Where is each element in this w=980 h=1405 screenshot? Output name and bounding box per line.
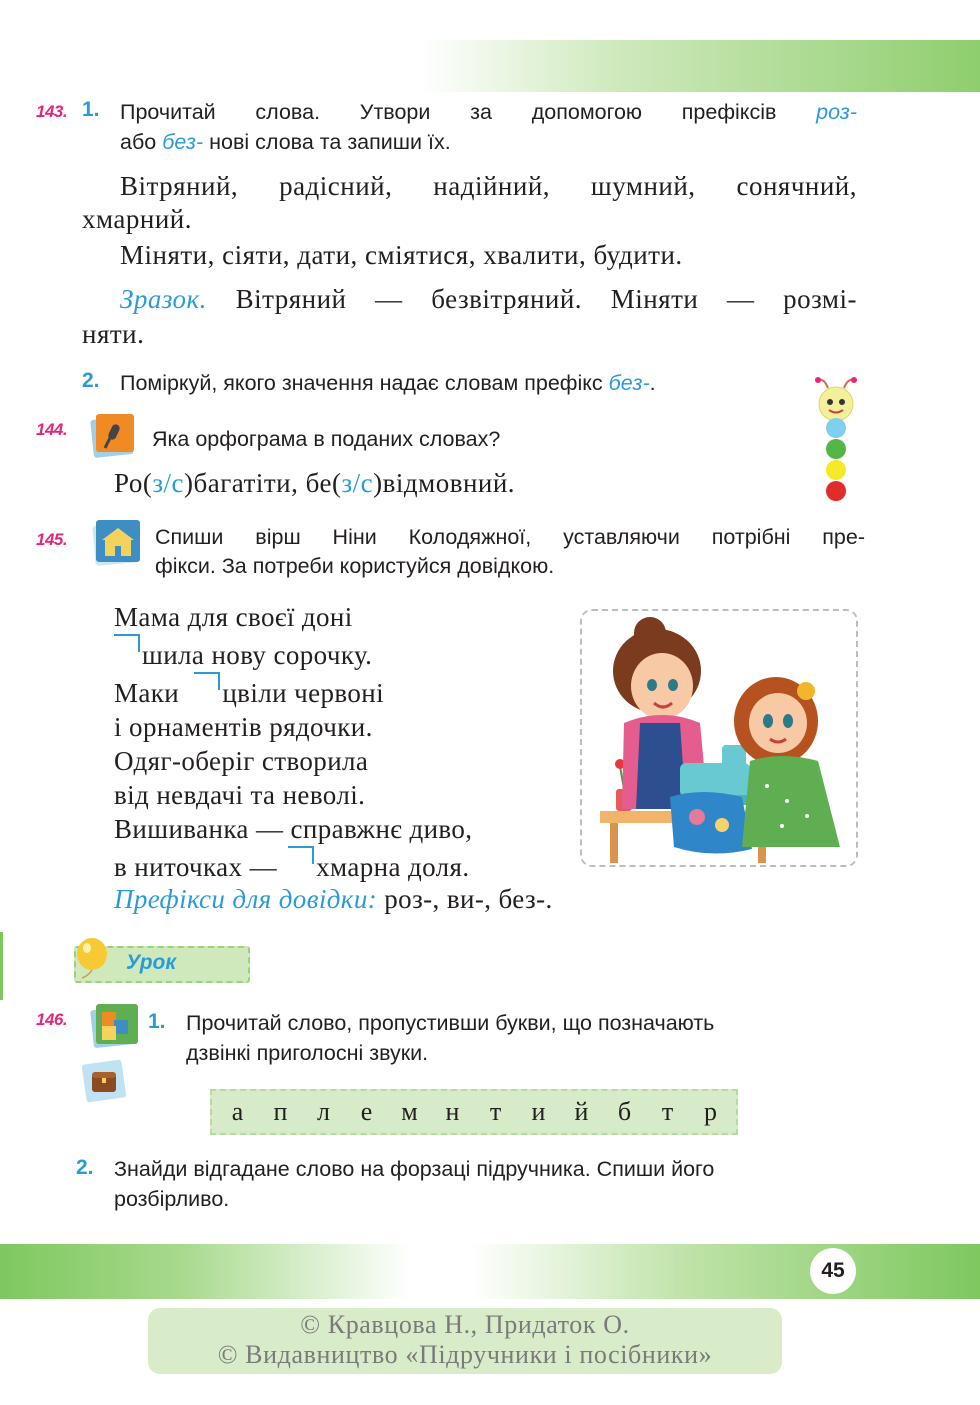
prefix-bez: без- (162, 130, 204, 154)
house-icon (88, 516, 144, 568)
exercise-143-task2-text: Поміркуй, якого значення надає словам префікс без-. (120, 371, 656, 395)
letter-cell: р (704, 1097, 717, 1126)
letter-cell: б (617, 1097, 632, 1126)
sample-line1: Зразок. Вітряний — безвітряний. Міняти — розмі- (120, 284, 857, 314)
letter-cell: н (445, 1097, 460, 1126)
microphone-icon (88, 410, 140, 460)
poem-line-8: в ниточках — хмарна доля. (114, 846, 472, 884)
copyright-authors: © Кравцова Н., Придаток О. (300, 1310, 630, 1339)
word-list-1-line1: Вітряний, радісний, надійний, шумний, сонячний, (120, 171, 857, 201)
exercise-146-task1-line2: дзвінкі приголосні звуки. (186, 1041, 429, 1065)
page-number: 45 (821, 1259, 845, 1282)
poem-line-5: Одяг-оберіг створила (114, 746, 369, 776)
exercise-146-task1-number: 1. (148, 1010, 166, 1033)
exercise-143-task1-line1: Прочитай слова. Утвори за допомогою префіксів роз- (120, 100, 857, 124)
poem-line-6: від невдачі та неволі. (114, 780, 366, 810)
poem-line-4: і орнаментів рядочки. (114, 712, 373, 742)
sample-line2: няти. (82, 319, 145, 349)
exercise-146-task2-line1: Знайди відгадане слово на форзаці підручника. Спиши його (114, 1157, 715, 1181)
word-list-1-line2: хмарний. (82, 204, 192, 234)
poem-line-1: Мама для своєї доні (114, 602, 353, 632)
exercise-144-words: Ро(з/с)багатіти, бе(з/с)відмовний. (114, 468, 516, 498)
alphabet-blocks-icon (88, 1000, 142, 1050)
exercise-146-task1-line1: Прочитай слово, пропустивши букви, що позначають (186, 1011, 715, 1035)
word-list-2: Міняти, сіяти, дати, сміятися, хвалити, будити. (120, 240, 683, 270)
caterpillar-icon (812, 376, 862, 506)
exercise-145-line1: Спиши вірш Ніни Колодяжної, уставляючи потрібні пре- (155, 525, 865, 549)
exercise-143-task1-number: 1. (82, 98, 100, 121)
exercise-143-task2-number: 2. (82, 369, 100, 392)
prefix-roz: роз- (816, 100, 857, 124)
letter-cell: п (273, 1097, 288, 1126)
exercise-144-question: Яка орфограма в поданих словах? (152, 427, 501, 451)
exercise-146-number: 146. (36, 1010, 68, 1029)
letter-cell: е (360, 1097, 373, 1126)
lesson-marker-line (0, 932, 3, 1000)
chest-icon (80, 1058, 128, 1104)
prefix-reference (114, 884, 553, 915)
copyright-publisher: © Видавництво «Підручники і посібники» (217, 1340, 713, 1369)
prefix-reference-value: роз-, ви-, без-. (384, 884, 553, 914)
poem-line-3: Маки цвіли червоні (114, 672, 472, 710)
exercise-145-number: 145. (36, 530, 68, 549)
missing-prefix-mark (114, 634, 140, 652)
letter-cell: й (574, 1097, 589, 1126)
page-number-badge (810, 1248, 856, 1294)
exercise-143-number: 143. (36, 102, 68, 121)
poem-line-7: Вишиванка — справжнє диво, (114, 814, 473, 844)
lesson-label: Урок (126, 951, 176, 974)
letter-cell: и (531, 1097, 546, 1126)
exercise-146-task2-line2: розбірливо. (114, 1187, 230, 1211)
letter-cell: т (489, 1097, 502, 1126)
exercise-144-number: 144. (36, 420, 68, 439)
top-band (420, 40, 980, 92)
letter-cell: м (401, 1097, 418, 1126)
letter-cell: л (317, 1097, 330, 1126)
exercise-143-task1-line2: або без- нові слова та запиши їх. (120, 130, 451, 154)
mother-daughter-illustration (580, 609, 858, 867)
letter-cell: т (661, 1097, 674, 1126)
letter-cell: а (231, 1097, 244, 1126)
poem-line-2: шила нову сорочку. (114, 634, 472, 672)
prefix-reference-label: Префікси для довідки: (114, 884, 378, 914)
missing-prefix-mark (288, 846, 314, 864)
exercise-146-task2-number: 2. (76, 1156, 94, 1179)
letter-strip (210, 1089, 738, 1135)
poem (114, 600, 472, 884)
missing-prefix-mark (194, 672, 220, 690)
exercise-145-line2: фікси. За потреби користуйся довідкою. (155, 554, 555, 578)
sample-label: Зразок. (120, 284, 207, 314)
balloon-icon (74, 936, 112, 980)
copyright-box (148, 1308, 782, 1374)
